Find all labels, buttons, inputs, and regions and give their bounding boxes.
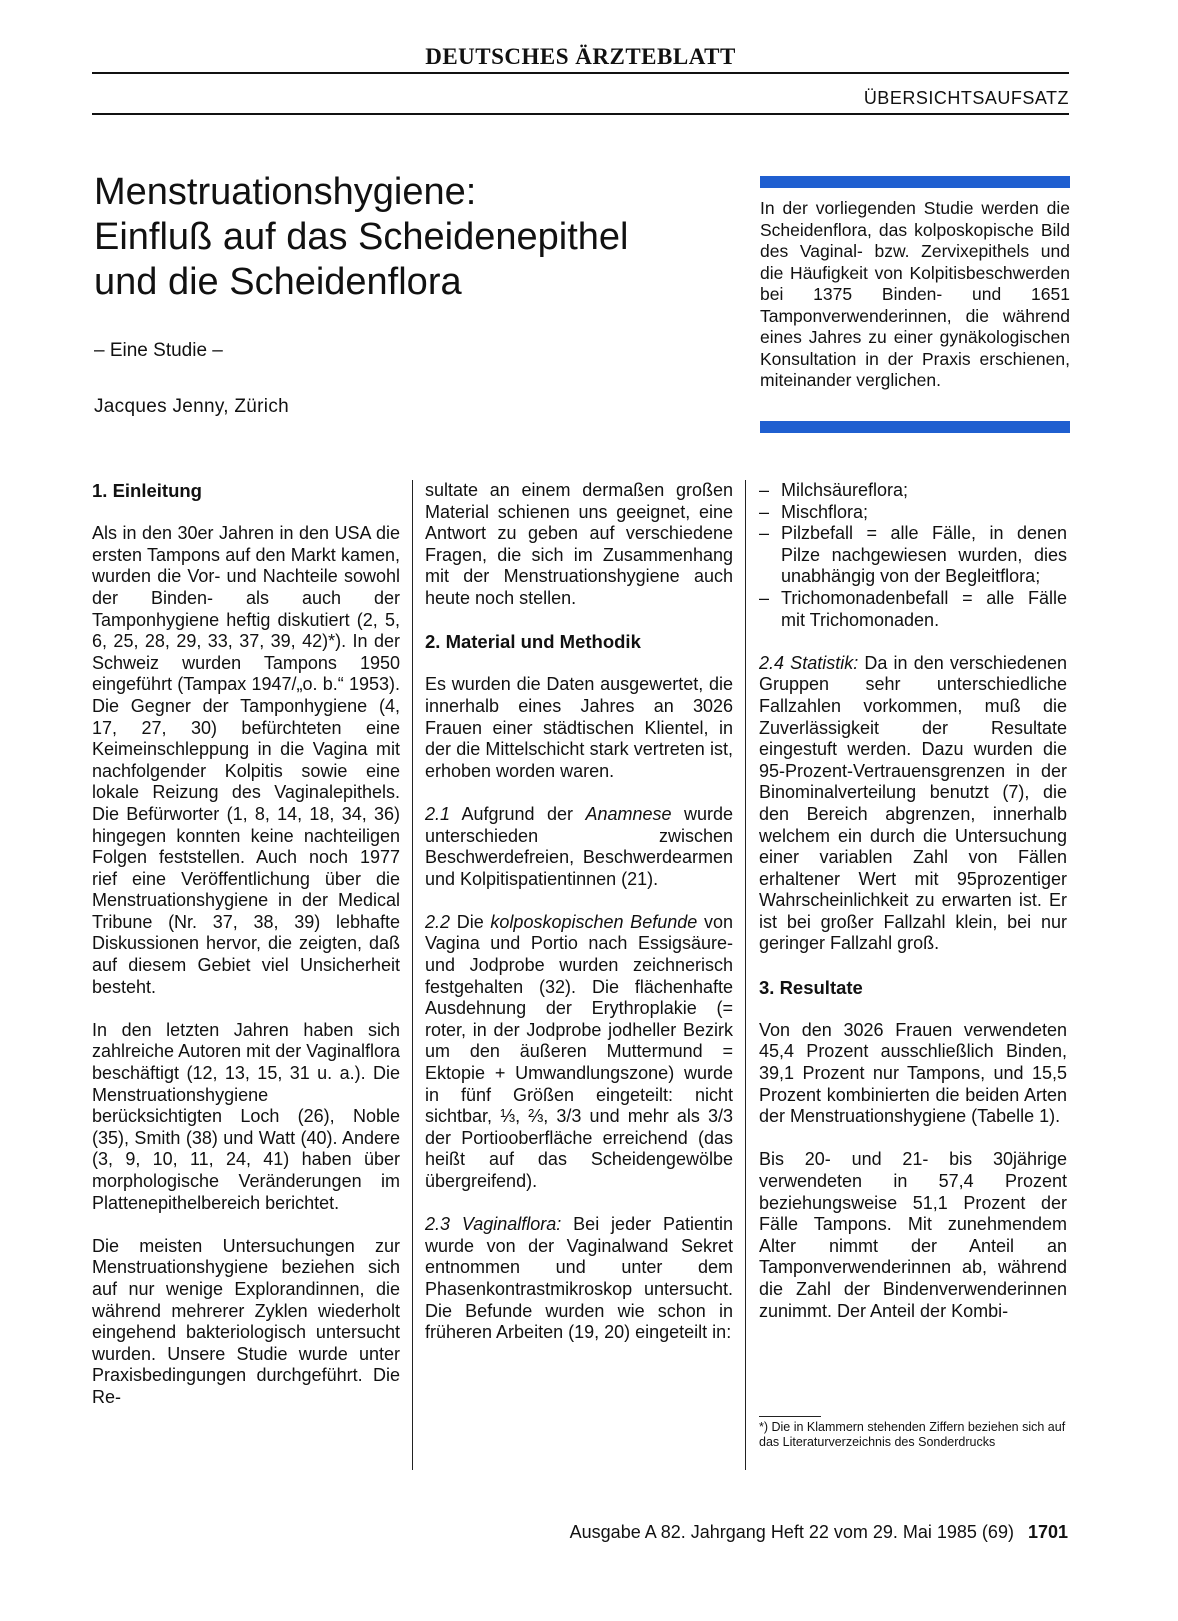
text-run: Bei jeder Patientin wurde von der Vaginalwand Sekret entnommen und unter dem Phasenkontrastmikroskop untersucht. Die Befunde wurden wie schon in früheren Arbeiten (19, 20) eingeteilt in: [425,1214,733,1343]
emphasis: 2.3 Vaginalflora: [425,1214,562,1235]
list-item: – Milchsäureflora; [759,480,1067,502]
paragraph-statistik [759,653,1067,955]
issue-info: Ausgabe A 82. Jahrgang Heft 22 vom 29. Mai 1985 (69) [569,1522,1014,1542]
list-item: – Mischflora; [759,502,1067,524]
emphasis: Anamnese [585,803,672,824]
column-3 [759,480,1067,1344]
paragraph: Von den 3026 Frauen verwendeten 45,4 Prozent ausschließlich Binden, 39,1 Prozent nur Tampons, und 15,5 Prozent kombinierten die beiden Arten der Menstruationshygiene (Tabelle 1). [759,1019,1067,1127]
footnote: *) Die in Klammern stehenden Ziffern beziehen sich auf das Literaturverzeichnis des Sonderdrucks [759,1420,1066,1449]
title-line-3: und die Scheidenflora [94,261,462,303]
paragraph: In den letzten Jahren haben sich zahlreiche Autoren mit der Vaginalflora beschäftigt (12, 13, 15, 31 u. a.). Die Menstruationshygiene berücksichtigten Loch (26), Noble (35), Smith (38) und Watt (40). Andere (3, 9, 10, 11, 24, 41) haben über morphologische Veränderungen im Plattenepithelbereich berichtet. [92,1019,400,1213]
page-footer [570,1522,1068,1543]
header-rule-bottom [92,113,1069,115]
list-item: – Pilzbefall = alle Fälle, in denen Pilze nachgewiesen wurden, dies unabhängig von der Begleitflora; [759,523,1067,588]
list-item: – Trichomonadenbefall = alle Fälle mit Trichomonaden. [759,588,1067,631]
text-run: Aufgrund der [461,803,573,824]
paragraph: Als in den 30er Jahren in den USA die ersten Tampons auf den Markt kamen, wurden die Vor- und Nachteile sowohl der Binden- als auch der Tamponhygiene heftig diskutiert (2, 5, 6, 25, 28, 29, 33, 37, 39, 42)*). In der Schweiz wurden Tampons 1950 eingeführt (Tampax 1947/„o. b.“ 1953). Die Gegner der Tamponhygiene (4, 17, 27, 30) befürchteten eine Keimeinschleppung in die Vagina mit nachfolgender Kolpitis sowie eine lokale Reizung des Vaginalepithels. Die Befürworter (1, 8, 14, 18, 34, 36) hingegen konnten keine nachteiligen Folgen feststellen. Auch noch 1977 rief eine Veröffentlichung über die Menstruationshygiene in der Medical Tribune (Nr. 37, 38, 39) lebhafte Diskussionen hervor, die zeigten, daß auf diesem Gebiet viel Unsicherheit besteht. [92,523,400,997]
article-title [94,170,734,305]
paragraph: Es wurden die Daten ausgewertet, die innerhalb eines Jahres an 3026 Frauen einer städtischen Klientel, in der die Mittelschicht stark vertreten ist, erhoben worden waren. [425,674,733,781]
column-divider-2 [745,480,746,1470]
paragraph-anamnese [425,804,733,890]
column-divider-1 [412,480,413,1470]
column-1 [92,480,400,1430]
column-2 [425,480,733,1365]
abstract: In der vorliegenden Studie werden die Scheidenflora, das kolposkopische Bild des Vaginal- bzw. Zervixepithels und die Häufigkeit von Kolpitisbeschwerden bei 1375 Binden- und 1651 Tamponverwenderinnen, die während eines Jahres zu einer gynäkologischen Konsultation in der Praxis erschienen, miteinander verglichen. [760,198,1070,390]
paragraph-befunde [425,912,733,1193]
paragraph: Bis 20- und 21- bis 30jährige verwendeten in 57,4 Prozent beziehungsweise 51,1 Prozent der Fälle Tampons. Mit zunehmendem Alter nimmt der Anteil an Tamponverwenderinnen ab, während die Zahl der Bindenverwenderinnen zunimmt. Der Anteil der Kombi- [759,1149,1067,1321]
subsection-number: 2.2 [425,911,451,932]
footnote-rule [759,1416,821,1417]
paragraph: sultate an einem dermaßen großen Material schienen uns geeignet, eine Antwort zu geben auf verschiedene Fragen, die sich im Zusammenhang mit der Menstruationshygiene auch heute noch stellen. [425,480,733,608]
journal-masthead: DEUTSCHES ÄRZTEBLATT [425,44,736,69]
article-subtitle: – Eine Studie – [94,340,223,361]
subsection-number: 2.1 [425,803,451,824]
section-label: ÜBERSICHTSAUFSATZ [863,88,1069,108]
heading-einleitung: 1. Einleitung [92,480,202,501]
page-number: 1701 [1027,1522,1068,1542]
title-line-1: Menstruationshygiene: [94,171,477,213]
emphasis: kolposkopischen Befunde [490,911,698,932]
header-rule-top [92,72,1069,74]
paragraph: Die meisten Untersuchungen zur Menstruationshygiene beziehen sich auf nur wenige Explorandinnen, die während mehrerer Zyklen wiederholt eingehend bakteriologisch untersucht wurden. Unsere Studie wurde unter Praxisbedingungen durchgeführt. Die Re- [92,1235,400,1407]
flora-list [759,480,1067,631]
emphasis: 2.4 Statistik: [759,652,859,673]
text-run: wurde unterschieden zwischen Beschwerdefreien, Beschwerdearmen und Kolpitispatientinnen (21). [425,803,733,889]
paragraph-vaginalflora [425,1214,733,1344]
abstract-bar-bottom [760,421,1070,433]
heading-material-methodik: 2. Material und Methodik [425,631,641,653]
text-run: Da in den verschiedenen Gruppen sehr unterschiedliche Fallzahlen vorkommen, muß die Zuverlässigkeit der Resultate eingestuft werden. Dazu wurden die 95-Prozent-Vertrauensgrenzen in der Binominalverteilung benutzt (7), die den Bereich abgrenzen, innerhalb welchem ein durch die Untersuchung einer variablen Zahl von Fällen erhaltener Wert mit 95prozentiger Wahrscheinlichkeit zu erwarten ist. Er ist bei großer Fallzahl klein, bei nur geringer Fallzahl groß. [759,652,1067,954]
text-run: von Vagina und Portio nach Essigsäure- und Jodprobe wurden zeichnerisch festgehalten (32). Die flächenhafte Ausdehnung der Erythroplakie (= roter, in der Jodprobe jodheller Bezirk um den äußeren Muttermund = Ektopie + Umwandlungszone) wurde in fünf Größen eingeteilt: nicht sichtbar, ⅓, ⅔, 3/3 und mehr als 3/3 der Portiooberfläche erreichend (das heißt auf das Scheidengewölbe übergreifend). [425,911,733,1191]
title-line-2: Einfluß auf das Scheidenepithel [94,216,629,258]
text-run: Die [456,911,484,932]
article-author: Jacques Jenny, Zürich [94,396,289,417]
heading-resultate: 3. Resultate [759,976,863,998]
abstract-bar-top [760,176,1070,188]
